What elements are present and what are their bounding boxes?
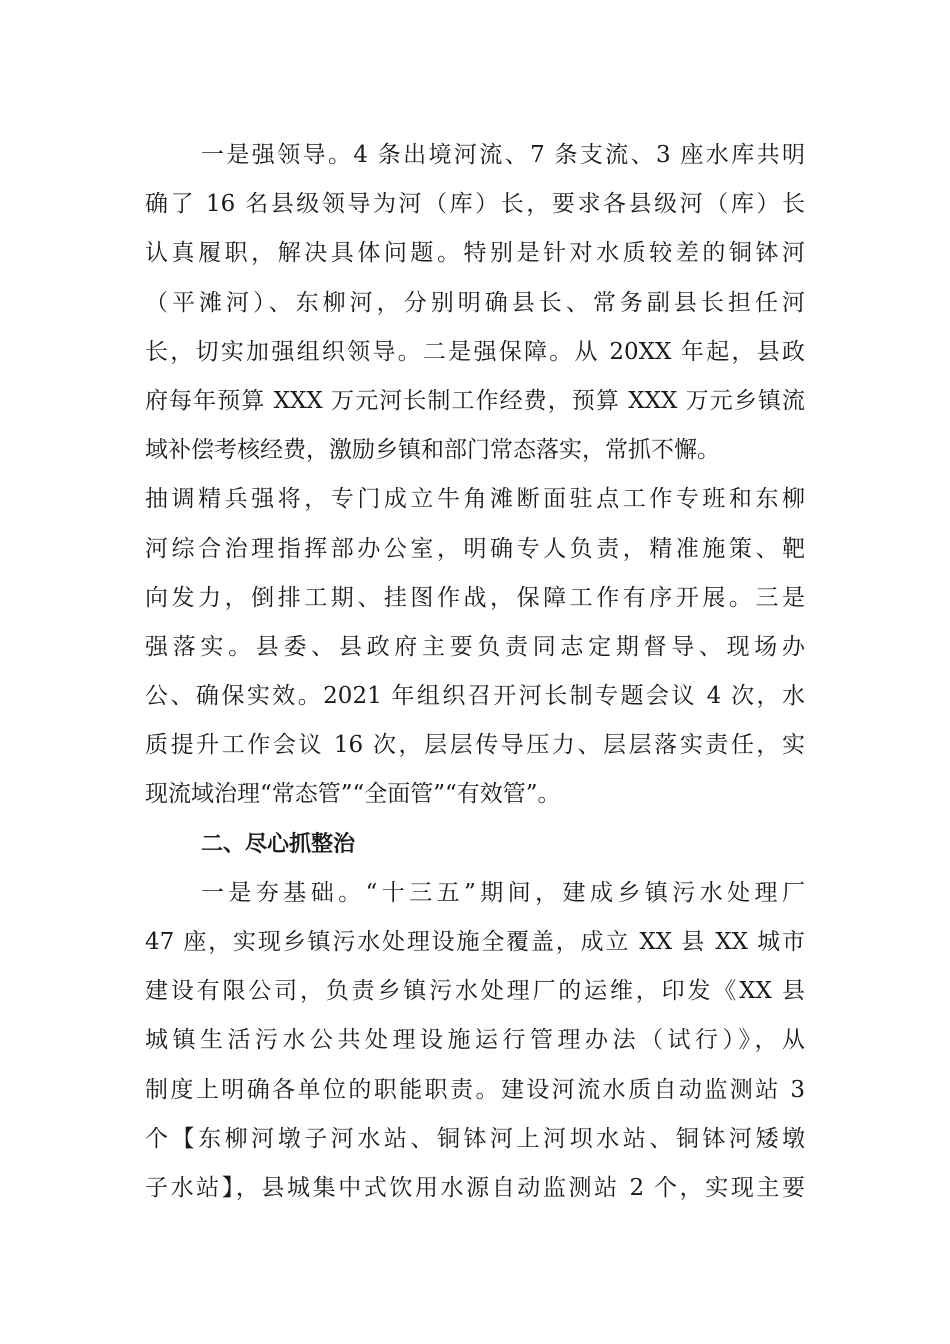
text-line: 现流域治理“常态管”“全面管”“有效管”。 [145, 781, 561, 808]
text-line: 个【东柳河墩子河水站、铜钵河上河坝水站、铜钵河矮墩 [145, 1125, 805, 1152]
text-line: 一是夯基础。“十三五”期间，建成乡镇污水处理厂 [201, 879, 805, 906]
paragraph-consolidate-foundation [145, 869, 805, 1213]
text-line: 府每年预算 XXX 万元河长制工作经费，预算 XXX 万元乡镇流 [145, 387, 805, 414]
text-line: 域补偿考核经费，激励乡镇和部门常态落实，常抓不懈。 [145, 437, 720, 464]
section-heading-text: 二、尽心抓整治 [201, 831, 356, 857]
text-line: 一是强领导。4 条出境河流、7 条支流、3 座水库共明 [201, 142, 805, 168]
text-line: 强落实。县委、县政府主要负责同志定期督导、现场办 [145, 633, 805, 660]
text-line: （平滩河）、东柳河，分别明确县长、常务副县长担任河 [145, 289, 805, 316]
text-line: 建设有限公司，负责乡镇污水处理厂的运维，印发《XX 县 [145, 978, 805, 1005]
text-line: 质提升工作会议 16 次，层层传导压力、层层落实责任，实 [145, 732, 805, 759]
paragraph-strengthen-leadership [145, 131, 805, 820]
text-line: 长，切实加强组织领导。二是强保障。从 20XX 年起，县政 [145, 338, 805, 365]
section-heading [145, 820, 805, 869]
text-line: 城镇生活污水公共处理设施运行管理办法（试行）》，从 [145, 1027, 805, 1054]
text-line: 抽调精兵强将，专门成立牛角滩断面驻点工作专班和东柳 [145, 486, 805, 513]
text-line: 向发力，倒排工期、挂图作战，保障工作有序开展。三是 [145, 584, 805, 611]
text-line: 子水站】，县城集中式饮用水源自动监测站 2 个，实现主要 [145, 1174, 805, 1201]
text-line: 制度上明确各单位的职能职责。建设河流水质自动监测站 3 [145, 1076, 805, 1103]
document-body [145, 131, 805, 1213]
text-line: 河综合治理指挥部办公室，明确专人负责，精准施策、靶 [145, 535, 805, 562]
text-line: 47 座，实现乡镇污水处理设施全覆盖，成立 XX 县 XX 城市 [145, 929, 805, 955]
text-line: 确了 16 名县级领导为河（库）长，要求各县级河（库）长 [145, 191, 805, 218]
text-line: 认真履职，解决具体问题。特别是针对水质较差的铜钵河 [145, 240, 805, 267]
text-line: 公、确保实效。2021 年组织召开河长制专题会议 4 次，水 [145, 683, 805, 710]
